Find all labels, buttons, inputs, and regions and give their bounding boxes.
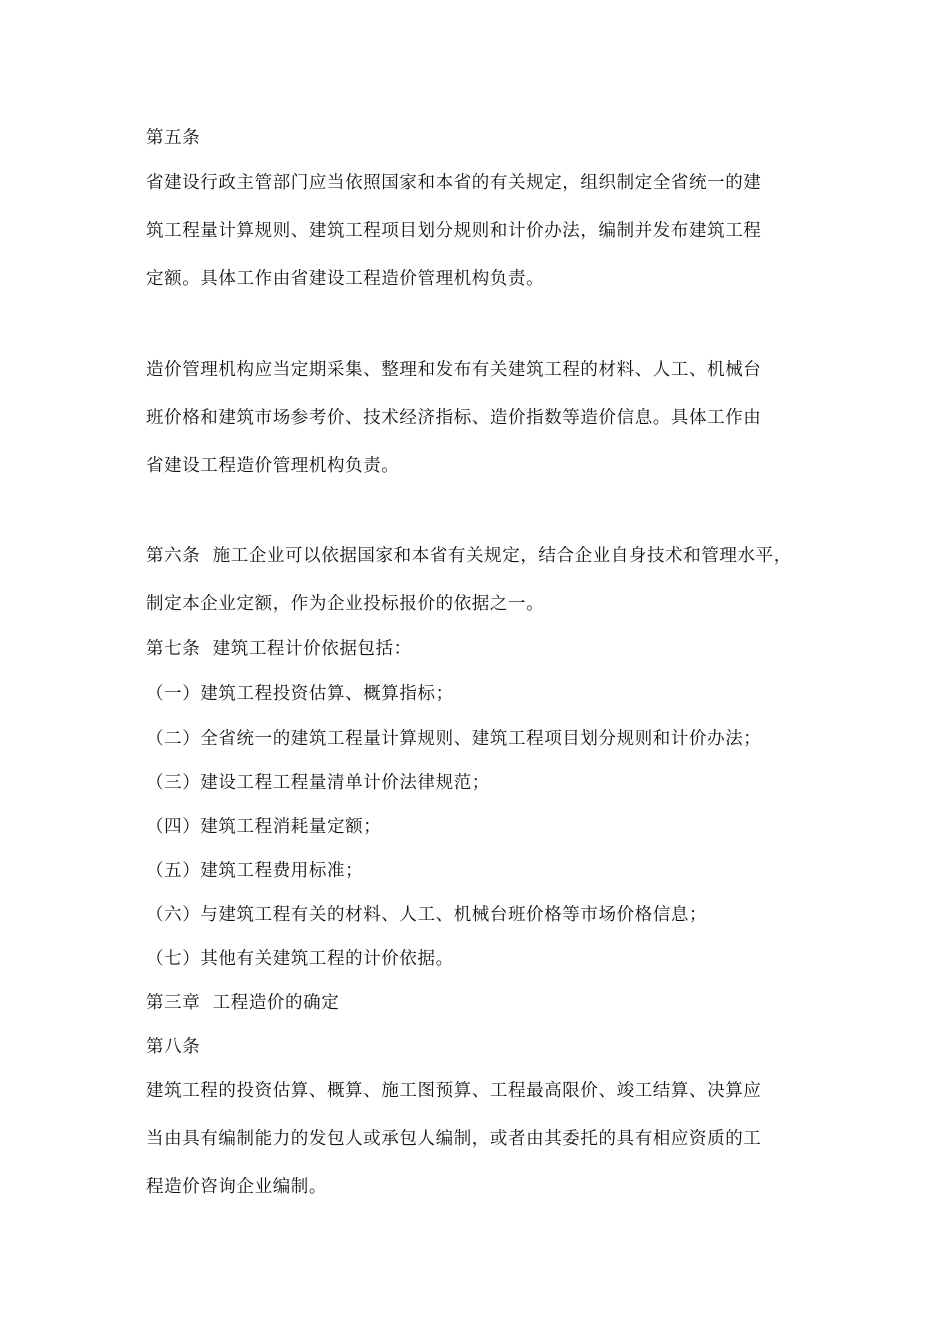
article-7-heading: 第七条 建筑工程计价依据包括：	[146, 639, 412, 659]
article-7-item-1: （一）建筑工程投资估算、概算指标；	[146, 684, 454, 704]
article-7-item-4: （四）建筑工程消耗量定额；	[146, 817, 382, 837]
article-5-para-1-line-2: 筑工程量计算规则、建筑工程项目划分规则和计价办法，编制并发布建筑工程	[146, 221, 762, 241]
article-5-para-2-line-1: 造价管理机构应当定期采集、整理和发布有关建筑工程的材料、人工、机械台	[146, 360, 762, 380]
article-6-line-2: 制定本企业定额，作为企业投标报价的依据之一。	[146, 594, 545, 614]
article-7-item-2: （二）全省统一的建筑工程量计算规则、建筑工程项目划分规则和计价办法；	[146, 729, 762, 749]
article-7-item-7: （七）其他有关建筑工程的计价依据。	[146, 949, 454, 969]
article-6-line-1: 第六条 施工企业可以依据国家和本省有关规定，结合企业自身技术和管理水平，	[146, 546, 792, 566]
article-5-para-1-line-3: 定额。具体工作由省建设工程造价管理机构负责。	[146, 269, 545, 289]
chapter-3-heading: 第三章 工程造价的确定	[146, 993, 340, 1013]
article-7-item-5: （五）建筑工程费用标准；	[146, 861, 364, 881]
article-5-para-2-line-2: 班价格和建筑市场参考价、技术经济指标、造价指数等造价信息。具体工作由	[146, 408, 762, 428]
article-8-para-line-1: 建筑工程的投资估算、概算、施工图预算、工程最高限价、竣工结算、决算应	[146, 1081, 762, 1101]
article-7-item-6: （六）与建筑工程有关的材料、人工、机械台班价格等市场价格信息；	[146, 905, 708, 925]
article-8-heading: 第八条	[146, 1037, 201, 1057]
article-8-para-line-2: 当由具有编制能力的发包人或承包人编制，或者由其委托的具有相应资质的工	[146, 1129, 762, 1149]
article-5-para-1-line-1: 省建设行政主管部门应当依照国家和本省的有关规定，组织制定全省统一的建	[146, 173, 762, 193]
article-5-para-2-line-3: 省建设工程造价管理机构负责。	[146, 456, 400, 476]
article-5-heading: 第五条	[146, 128, 201, 148]
article-8-para-line-3: 程造价咨询企业编制。	[146, 1177, 327, 1197]
article-7-item-3: （三）建设工程工程量清单计价法律规范；	[146, 773, 490, 793]
